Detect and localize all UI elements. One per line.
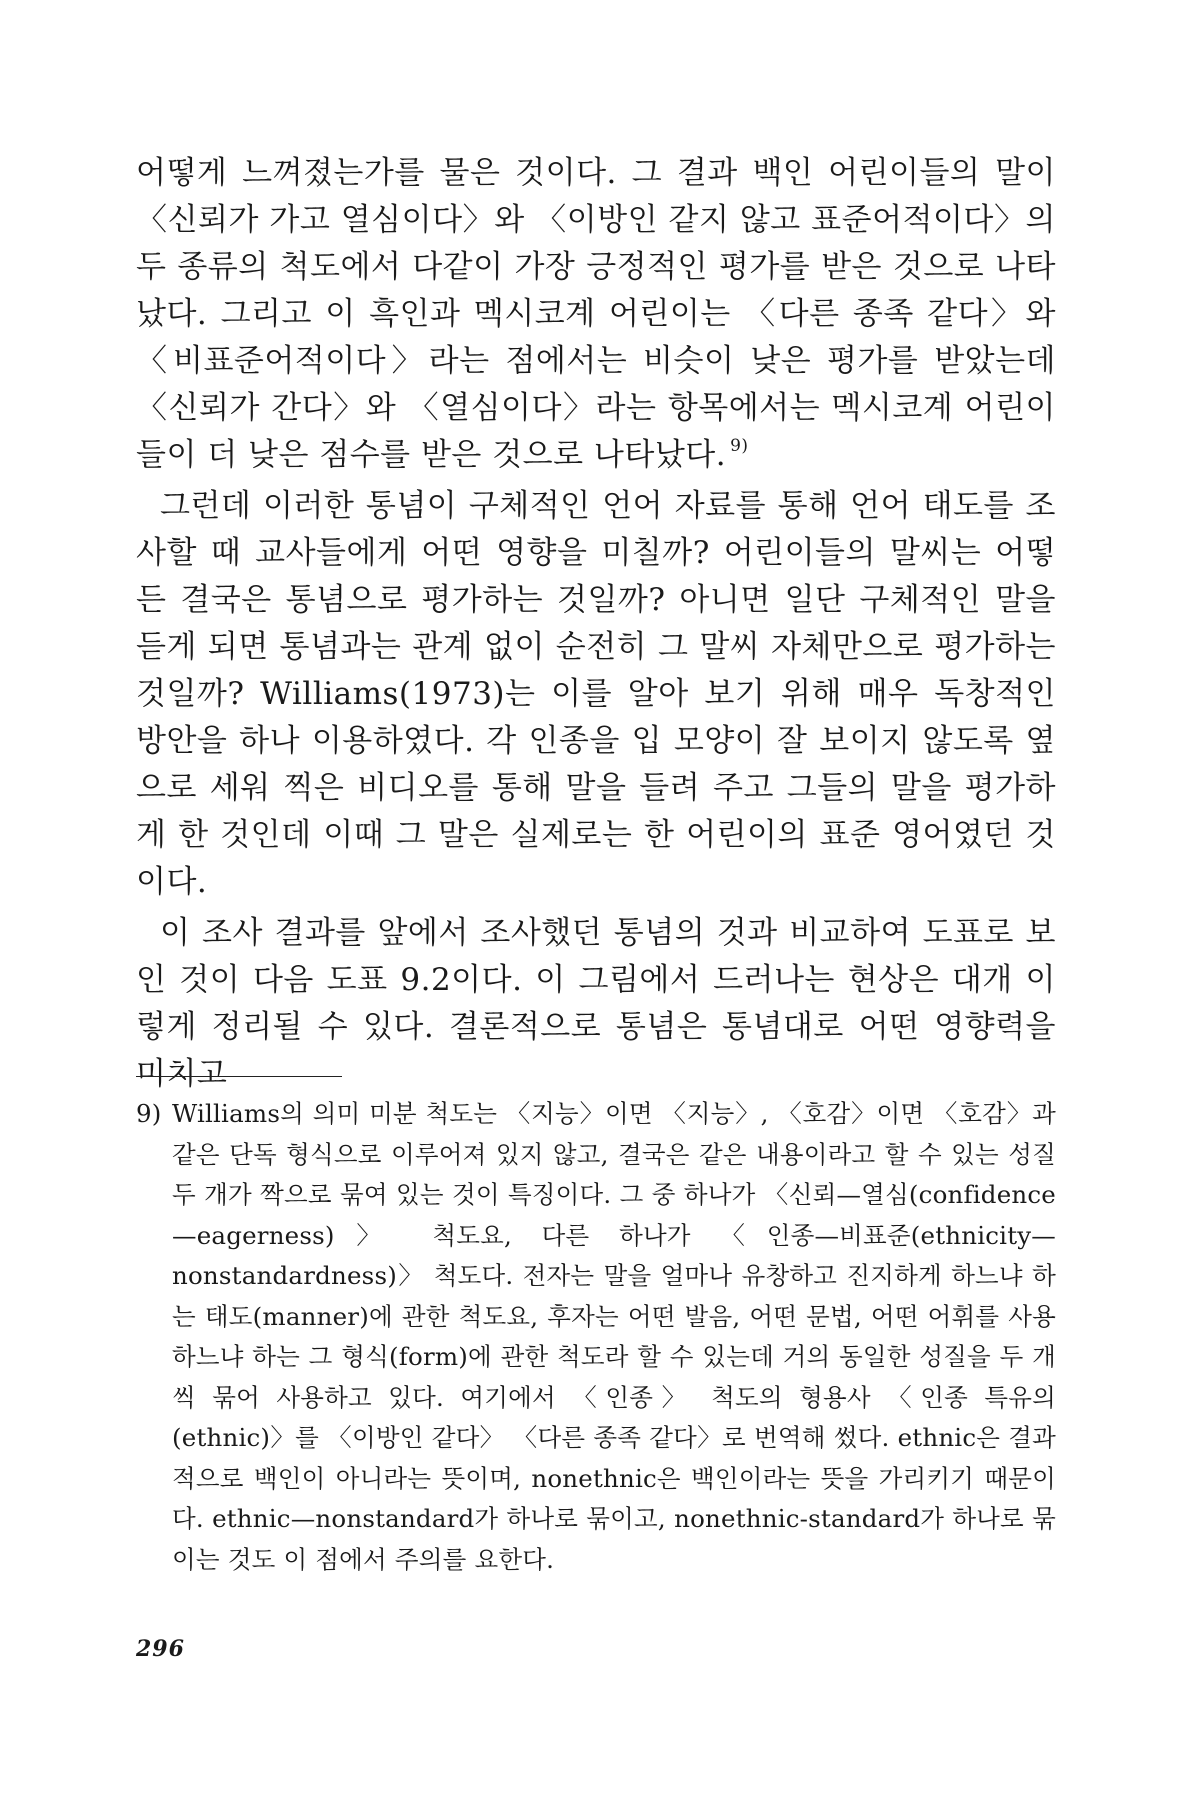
page-number: 296 — [136, 1636, 185, 1662]
footnote-divider — [136, 1076, 342, 1077]
footnote-reference[interactable]: 9) — [730, 436, 749, 456]
footnote-number: 9) — [136, 1099, 162, 1128]
paragraph — [136, 150, 1056, 479]
footnote — [136, 1094, 1056, 1580]
paragraph: 그런데 이러한 통념이 구체적인 언어 자료를 통해 언어 태도를 조사할 때 교사들에게 어떤 영향을 미칠까? 어린이들의 말씨는 어떻든 결국은 통념으로 평가하는 것일까? 아니면 일단 구체적인 말을 듣게 되면 통념과는 관계 없이 순전히 그 말씨 자체만으로 평가하는 것일까? Williams(1973)는 이를 알아 보기 위해 매우 독창적인 방안을 하나 이용하였다. 각 인종을 입 모양이 잘 보이지 않도록 옆으로 세워 찍은 비디오를 통해 말을 들려 주고 그들의 말을 평가하게 한 것인데 이때 그 말은 실제로는 한 어린이의 표준 영어였던 것이다. — [136, 488, 1056, 900]
paragraph-text: 어떻게 느껴졌는가를 물은 것이다. 그 결과 백인 어린이들의 말이 〈신뢰가 가고 열심이다〉와 〈이방인 같지 않고 표준어적이다〉의 두 종류의 척도에서 다같이 가장 긍정적인 평가를 받은 것으로 나타났다. 그리고 이 흑인과 멕시코계 어린이는 〈다른 종족 같다〉와 〈비표준어적이다〉라는 점에서는 비슷이 낮은 평가를 받았는데 〈신뢰가 간다〉와 〈열심이다〉라는 항목에서는 멕시코계 어린이들이 더 낮은 점수를 받은 것으로 나타났다. — [136, 155, 1056, 473]
footnote-text: Williams의 의미 미분 척도는 〈지능〉이면 〈지능〉, 〈호감〉이면 〈호감〉과 같은 단독 형식으로 이루어져 있지 않고, 결국은 같은 내용이라고 할 수 있는 성질 두 개가 짝으로 묶여 있는 것이 특징이다. 그 중 하나가 〈신뢰—열심(confidence—eagerness)〉 척도요, 다른 하나가 〈인종—비표준(ethnicity—nonstandardness)〉 척도다. 전자는 말을 얼마나 유창하고 진지하게 하느냐 하는 태도(manner)에 관한 척도요, 후자는 어떤 발음, 어떤 문법, 어떤 어휘를 사용하느냐 하는 그 형식(form)에 관한 척도라 할 수 있는데 거의 동일한 성질을 두 개씩 묶어 사용하고 있다. 여기에서 〈인종〉 척도의 형용사 〈인종 특유의(ethnic)〉를 〈이방인 같다〉 〈다른 종족 같다〉로 번역해 썼다. ethnic은 결과적으로 백인이 아니라는 뜻이며, nonethnic은 백인이라는 뜻을 가리키기 때문이다. ethnic—nonstandard가 하나로 묶이고, nonethnic-standard가 하나로 묶이는 것도 이 점에서 주의를 요한다. — [172, 1099, 1056, 1574]
paragraph: 이 조사 결과를 앞에서 조사했던 통념의 것과 비교하여 도표로 보인 것이 다음 도표 9.2이다. 이 그림에서 드러나는 현상은 대개 이렇게 정리될 수 있다. 결론적으로 통념은 통념대로 어떤 영향력을 미치고 — [136, 915, 1056, 1092]
main-text — [136, 150, 1056, 1098]
